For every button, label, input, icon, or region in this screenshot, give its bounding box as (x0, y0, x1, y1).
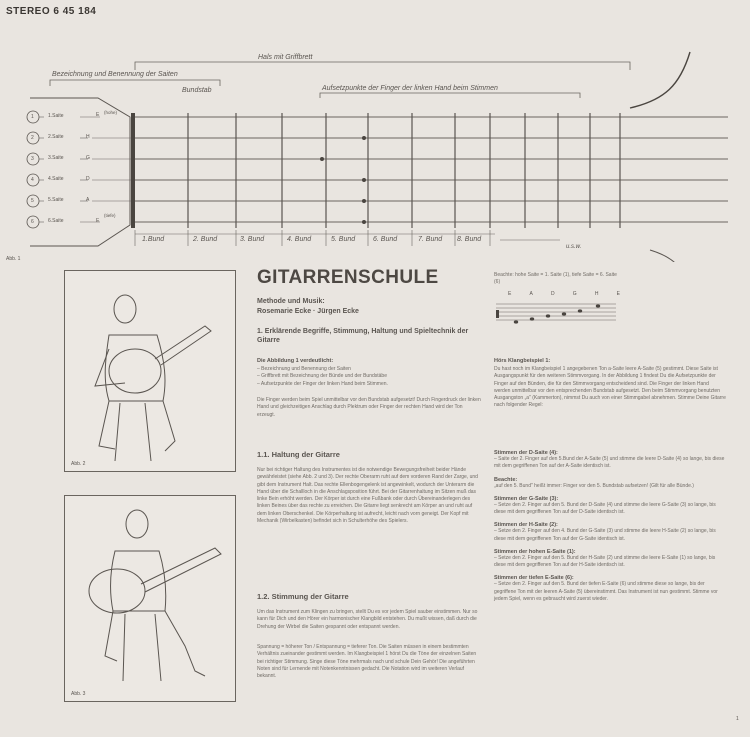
string-suffix-1: (hohe) (104, 110, 118, 115)
string-num-5: 5 (31, 198, 34, 204)
intro-item: – Griffbrett mit Bezeichnung der Bünde und der Bundstäbe (257, 373, 387, 380)
guitarist-side-illustration (65, 496, 235, 701)
staff-note: A (529, 291, 533, 297)
fret-label-7: 7. Bund (418, 236, 443, 243)
hoer-text: Du hast noch im Klangbeispiel 1 angegebenen Ton a-Saite leere A-Saite (5) gestimmt. Diese Saite ist Ausgangspunkt für den weiteren Stimmvorgang. In der Abbildung 1 findest Du die Aufsetzpunkte der Finger auf den Bünden, die für den Stimmvorgang entscheidend sind. Die Finger der linken Hand werden unmittelbar vor den entsprechenden Bundstab aufgesetzt. Den beim Stimmvorgang benutzten Ausgangston „a" (Kammerton), nimmst Du auch von einer Stimmgabel abnehmen. Stimme Deine Gitarre nach folgender Regel: (494, 366, 726, 409)
tuning-steps (494, 450, 726, 603)
tuning-step: Stimmen der G-Saite (3): – Setze den 2. Finger auf den 5. Bund der D-Saite (4) und stimme die leere G-Saite (3) so lange, bis diese mit dem gegriffenen Ton auf der D-Saite identisch ist. (494, 495, 716, 515)
string-name-1: 1.Saite (48, 113, 64, 119)
usw-label: u.s.w. (566, 244, 582, 250)
tuning-step: Stimmen der hohen E-Saite (1): – Setze den 2. Finger auf den 5. Bund der H-Saite (2) und stimme die leere E-Saite (1) so lange, bis diese mit dem gegriffenen Ton auf der H-Saite identisch ist. (494, 548, 716, 568)
string-note-5: A (86, 197, 90, 203)
label-aufsetzpunkte: Aufsetzpunkte der Finger der linken Hand beim Stimmen (322, 85, 498, 92)
tuning-step: Beachte: „auf den 5. Bund" heißt immer: Finger vor den 5. Bundstab aufsetzen! (Gilt für alle Bünde.) (494, 476, 694, 489)
staff-note-names (508, 291, 620, 297)
fret-label-4: 4. Bund (287, 236, 312, 243)
fret-label-2: 2. Bund (193, 236, 218, 243)
staff-note: E (508, 291, 512, 297)
label-bundstab: Bundstab (182, 87, 212, 94)
section-1-1-heading: 1.1. Haltung der Gitarre (257, 450, 340, 459)
intro-list (257, 366, 477, 388)
section-1-1-text: Nur bei richtiger Haltung des Instrumentes ist die notwendige Bewegungsfreiheit beider Hände gewährleistet (siehe Abb. 2 und 3). Der rechte Oberarm ruht auf dem vorderen Rand der Zarge, und gibt dem Instrument Halt. Das rechte Ellenbogengelenk ist angewinkelt, wodurch der Unterarm die Hand über die Schallloch in die Anschlagsposition führt. Bei der Gitarrenhaltung im Sitzen muß das linke Bein erhöht werden. Der Körper ist durch eine Fußbank oder durch Übereinanderlegen des linken Beines über das rechte zu erreichen. Die Gitarre liegt senkrecht am Körper an und ruht auf dem linken Oberschenkel. Die Körperhaltung ist aufrecht, leicht nach vorn geneigt. Der Kopf mit Mechanik (Wirbelkasten) befindet sich in Schulterhöhe des Spielers. (257, 467, 478, 524)
string-suffix-6: (tiefe) (104, 213, 116, 218)
frets (188, 113, 620, 228)
string-num-2: 2 (31, 135, 34, 141)
tuning-step: Stimmen der H-Saite (2): – Setze den 2. Finger auf den 4. Bund der G-Saite (3) und stimme die leere H-Saite (2) so lange, bis diese mit dem gegriffenen Ton auf der G-Saite identisch ist. (494, 522, 716, 542)
tuning-staff (494, 292, 619, 328)
page-mark: 1 (736, 716, 739, 722)
string-name-6: 6.Saite (48, 218, 64, 224)
string-note-1: E (96, 112, 100, 118)
string-note-6: E (96, 218, 100, 224)
staff-note: G (572, 291, 577, 297)
string-name-2: 2.Saite (48, 134, 64, 140)
string-num-4: 4 (31, 177, 34, 183)
staff-note: E (616, 291, 620, 297)
intro-item: – Bezeichnung und Benennung der Saiten (257, 366, 351, 372)
section-1-2-heading: 1.2. Stimmung der Gitarre (257, 592, 349, 601)
string-num-1: 1 (31, 114, 34, 120)
strings (135, 117, 728, 222)
figure-3-label: Abb. 3 (71, 691, 86, 697)
fret-label-6: 6. Bund (373, 236, 398, 243)
tuning-step: Stimmen der tiefen E-Saite (6): – Setze den 2. Finger auf den 5. Bund der tiefen E-Saite (6) und stimme diese so lange, bis der gegriffene Ton mit der leeren A-Saite (5) übereinstimmt. Das Instrument ist nun gestimmt. Stimme vor jedem Spiel, wenn es gebraucht wird zuerst wieder. (494, 575, 718, 602)
label-hals: Hals mit Griffbrett (258, 54, 313, 61)
figure-3-box (64, 495, 236, 702)
string-num-6: 6 (31, 219, 34, 225)
label-bezeichnung: Bezeichnung und Benennung der Saiten (52, 71, 178, 78)
section-1-2-text: Um das Instrument zum Klingen zu bringen, stellt Du es vor jedem Spiel sauber einstimmen. Nur so kann für Dich und den Hörer ein harmonischer Klangbild entstehen. Du mußt wissen, daß durch die Drehung der Wirbel die Saiten gespannt oder entspannt werden. (257, 609, 478, 630)
intro-paragraph: Die Finger werden beim Spiel unmittelbar vor den Bundstab aufgesetzt! Durch Fingerdruck der linken Hand und gleichzeitigen Anschlag durch Plektrum oder Finger der rechten Hand wird der Ton erzeugt. (257, 397, 481, 418)
staff-note: D (551, 291, 555, 297)
string-name-5: 5.Saite (48, 197, 64, 203)
method-label: Methode und Musik: (257, 298, 325, 305)
string-note-4: D (86, 176, 90, 182)
tuning-step: Stimmen der D-Saite (4): – Saite der 2. Finger auf den 5.Bund der A-Saite (5) und stimme die leere D-Saite (4) so lange, bis diese mit dem gegriffenen Ton auf der A-Saite identisch ist. (494, 450, 725, 470)
figure-2-label: Abb. 2 (71, 461, 86, 467)
fret-label-1: 1.Bund (142, 236, 165, 243)
beachte-note: Beachte: hohe Saite = 1. Saite (1), tiefe Saite = 6. Saite (6) (494, 272, 617, 286)
string-note-2: H (86, 134, 90, 140)
figure-1-label: Abb. 1 (6, 256, 21, 262)
section-1-heading: 1. Erklärende Begriffe, Stimmung, Haltung und Spieltechnik der Gitarre (257, 328, 469, 344)
authors: Rosemarie Ecke · Jürgen Ecke (257, 308, 359, 315)
guitarist-front-illustration (65, 271, 235, 471)
fretboard-diagram (0, 0, 750, 262)
fret-label-3: 3. Bund (240, 236, 265, 243)
figure-2-box (64, 270, 236, 472)
fret-label-8: 8. Bund (457, 236, 482, 243)
string-name-3: 3.Saite (48, 155, 64, 161)
record-number: STEREO 6 45 184 (6, 6, 97, 17)
string-note-3: G (86, 155, 90, 161)
staff-note: H (594, 291, 599, 297)
intro-item: – Aufsetzpunkte der Finger der linken Hand beim Stimmen. (257, 380, 388, 387)
page-title: GITARRENSCHULE (257, 267, 439, 288)
string-name-4: 4.Saite (48, 176, 64, 182)
section-1-2-text-b: Spannung = höherer Ton / Entspannung = tieferer Ton. Die Saiten müssen in einem bestimmten Verhältnis zueinander gestimmt werden. Im Klangbeispiel 1 hörst Du die Töne der einzelnen Saiten bei richtiger Stimmung. Singe diese Töne mehrmals nach und schule Dein Gehör! Die angeführten Noten sind für Lernende mit Notenkenntnissen gedacht. Die Notation wird im weiteren Verlauf bekannt. (257, 644, 477, 679)
fret-label-5: 5. Bund (331, 236, 356, 243)
intro-heading: Die Abbildung 1 verdeutlicht: (257, 358, 334, 364)
string-num-3: 3 (31, 156, 34, 162)
hoer-heading: Hörs Klangbeispiel 1: (494, 358, 551, 364)
